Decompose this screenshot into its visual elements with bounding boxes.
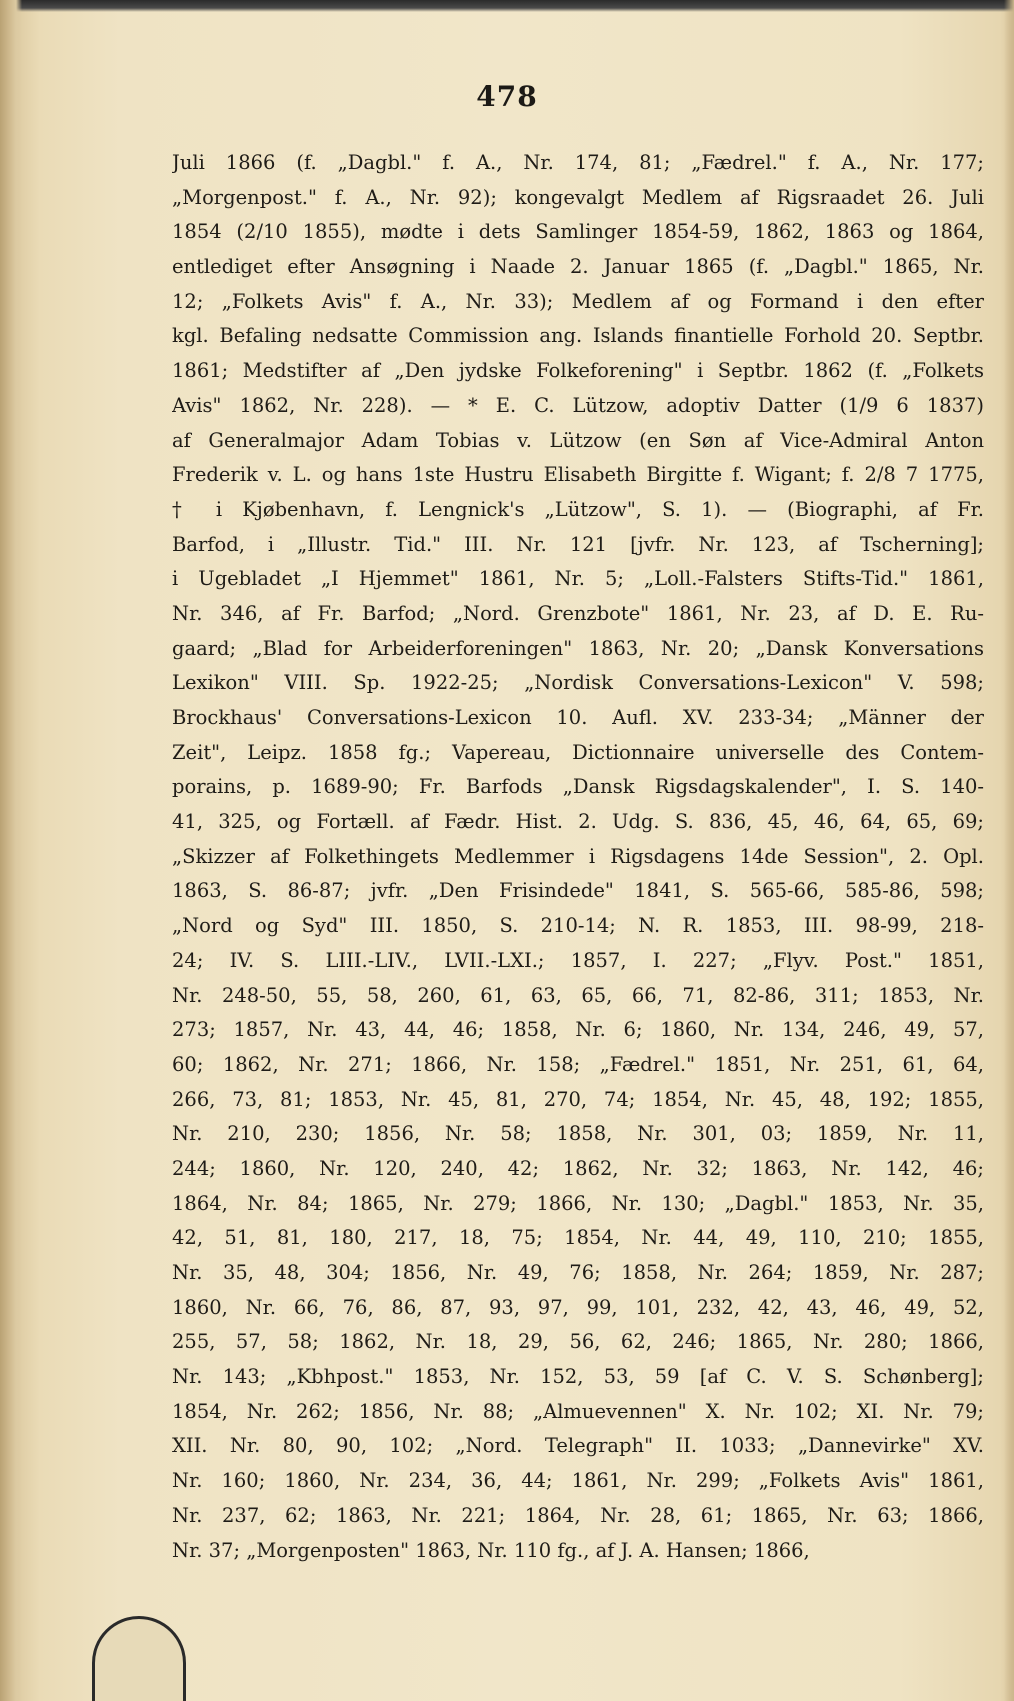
text-line: af Generalmajor Adam Tobias v. Lützow (en Søn af Vice-Admiral Anton [172, 428, 984, 452]
scan-top-edge [0, 0, 1014, 12]
text-line: Nr. 143; „Kbhpost." 1853, Nr. 152, 53, 59 [af C. V. S. Schønberg]; [172, 1365, 984, 1389]
text-line: Frederik v. L. og hans 1ste Hustru Elisabeth Birgitte f. Wigant; f. 2/8 7 1775, [172, 463, 984, 487]
text-line: kgl. Befaling nedsatte Commission ang. Islands finantielle Forhold 20. Septbr. [172, 324, 984, 348]
text-line: Brockhaus' Conversations-Lexicon 10. Aufl. XV. 233-34; „Männer der [172, 706, 984, 729]
text-line: „Morgenpost." f. A., Nr. 92); kongevalgt Medlem af Rigsraadet 26. Juli [172, 185, 984, 209]
page-number: 478 [476, 80, 538, 113]
text-line: Juli 1866 (f. „Dagbl." f. A., Nr. 174, 81; „Fædrel." f. A., Nr. 177; [172, 151, 984, 174]
text-line: Nr. 35, 48, 304; 1856, Nr. 49, 76; 1858, Nr. 264; 1859, Nr. 287; [172, 1261, 984, 1284]
text-line: 60; 1862, Nr. 271; 1866, Nr. 158; „Fædrel." 1851, Nr. 251, 61, 64, [172, 1052, 984, 1076]
text-line: Nr. 37; „Morgenposten" 1863, Nr. 110 fg., af J. A. Hansen; 1866, [172, 1538, 810, 1562]
text-line: 244; 1860, Nr. 120, 240, 42; 1862, Nr. 32; 1863, Nr. 142, 46; [172, 1156, 984, 1180]
text-line: XII. Nr. 80, 90, 102; „Nord. Telegraph" II. 1033; „Dannevirke" XV. [172, 1434, 984, 1458]
text-line: porains, p. 1689-90; Fr. Barfods „Dansk Rigsdagskalender", I. S. 140- [172, 775, 984, 799]
text-line: 1854 (2/10 1855), mødte i dets Samlinger 1854-59, 1862, 1863 og 1864, [172, 220, 984, 244]
text-line: Nr. 346, af Fr. Barfod; „Nord. Grenzbote" 1861, Nr. 23, af D. E. Ru- [172, 601, 984, 625]
text-line: 24; IV. S. LIII.-LIV., LVII.-LXI.; 1857, I. 227; „Flyv. Post." 1851, [172, 948, 984, 972]
text-line: „Nord og Syd" III. 1850, S. 210-14; N. R. 1853, III. 98-99, 218- [172, 914, 984, 938]
text-line: Zeit", Leipz. 1858 fg.; Vapereau, Dictionnaire universelle des Contem- [172, 740, 984, 764]
text-line: 41, 325, og Fortæll. af Fædr. Hist. 2. Udg. S. 836, 45, 46, 64, 65, 69; [172, 810, 984, 834]
text-line: 1854, Nr. 262; 1856, Nr. 88; „Almuevennen" X. Nr. 102; XI. Nr. 79; [172, 1399, 984, 1423]
text-line: Nr. 248-50, 55, 58, 260, 61, 63, 65, 66, 71, 82-86, 311; 1853, Nr. [172, 983, 984, 1007]
text-line: 266, 73, 81; 1853, Nr. 45, 81, 270, 74; 1854, Nr. 45, 48, 192; 1855, [172, 1087, 984, 1111]
text-line: 1864, Nr. 84; 1865, Nr. 279; 1866, Nr. 130; „Dagbl." 1853, Nr. 35, [172, 1191, 984, 1215]
page-edge [1004, 0, 1014, 1701]
text-line: Lexikon" VIII. Sp. 1922-25; „Nordisk Conversations-Lexicon" V. 598; [172, 671, 984, 695]
text-line: 12; „Folkets Avis" f. A., Nr. 33); Medlem af og Formand i den efter [172, 289, 984, 313]
text-line: 1861; Medstifter af „Den jydske Folkeforening" i Septbr. 1862 (f. „Folkets [172, 359, 984, 383]
text-line: 1863, S. 86-87; jvfr. „Den Frisindede" 1841, S. 565-66, 585-86, 598; [172, 879, 984, 903]
book-gutter [0, 0, 22, 1701]
text-line: Nr. 237, 62; 1863, Nr. 221; 1864, Nr. 28, 61; 1865, Nr. 63; 1866, [172, 1503, 984, 1527]
scanner-clip [92, 1616, 186, 1701]
text-line: entlediget efter Ansøgning i Naade 2. Januar 1865 (f. „Dagbl." 1865, Nr. [172, 255, 984, 279]
text-line: † i Kjøbenhavn, f. Lengnick's „Lützow", S. 1). — (Biographi, af Fr. [172, 497, 984, 521]
text-line: 255, 57, 58; 1862, Nr. 18, 29, 56, 62, 246; 1865, Nr. 280; 1866, [172, 1330, 984, 1354]
text-line: 42, 51, 81, 180, 217, 18, 75; 1854, Nr. 44, 49, 110, 210; 1855, [172, 1226, 984, 1250]
text-line: 1860, Nr. 66, 76, 86, 87, 93, 97, 99, 101, 232, 42, 43, 46, 49, 52, [172, 1295, 984, 1319]
text-line: Nr. 210, 230; 1856, Nr. 58; 1858, Nr. 301, 03; 1859, Nr. 11, [172, 1122, 984, 1146]
text-line: Avis" 1862, Nr. 228). — * E. C. Lützow, adoptiv Datter (1/9 6 1837) [172, 393, 984, 417]
text-line: „Skizzer af Folkethingets Medlemmer i Rigsdagens 14de Session", 2. Opl. [172, 844, 984, 868]
body-text [172, 146, 984, 1568]
text-line: i Ugebladet „I Hjemmet" 1861, Nr. 5; „Loll.-Falsters Stifts-Tid." 1861, [172, 567, 984, 591]
text-line: gaard; „Blad for Arbeiderforeningen" 1863, Nr. 20; „Dansk Konversations [172, 636, 984, 660]
text-line: 273; 1857, Nr. 43, 44, 46; 1858, Nr. 6; 1860, Nr. 134, 246, 49, 57, [172, 1018, 984, 1042]
text-line: Nr. 160; 1860, Nr. 234, 36, 44; 1861, Nr. 299; „Folkets Avis" 1861, [172, 1469, 984, 1493]
text-line: Barfod, i „Illustr. Tid." III. Nr. 121 [jvfr. Nr. 123, af Tscherning]; [172, 532, 984, 556]
